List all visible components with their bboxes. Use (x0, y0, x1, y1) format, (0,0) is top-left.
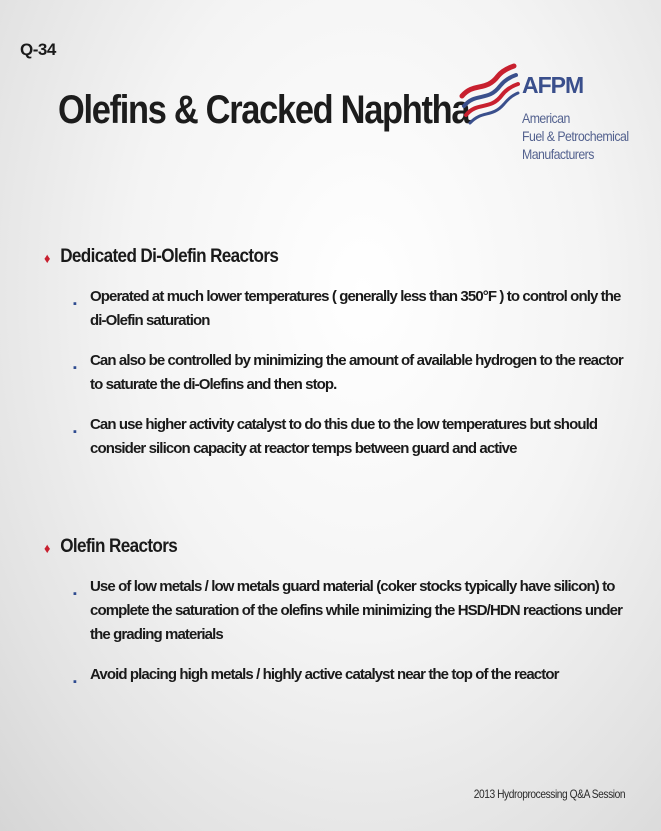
logo-line-3: Manufacturers (522, 146, 594, 162)
blue-square-bullet-icon: ▪ (73, 362, 76, 374)
section-heading-text: Olefin Reactors (60, 536, 178, 557)
list-item-text: Operated at much lower temperatures ( generally less than 350°F ) to control only the di-Olefin saturation (90, 288, 621, 329)
afpm-flag-icon (456, 62, 520, 126)
list-item-text: Avoid placing high metals / highly active catalyst near the top of the reactor (90, 666, 559, 683)
section-dedicated-di-olefin (44, 246, 624, 477)
red-diamond-bullet-icon: ♦ (44, 250, 50, 266)
blue-square-bullet-icon: ▪ (73, 426, 76, 438)
section-olefin-reactors (44, 536, 624, 703)
blue-square-bullet-icon: ▪ (73, 588, 76, 600)
list-item (44, 663, 624, 687)
logo-line-1: American (522, 110, 570, 126)
blue-square-bullet-icon: ▪ (73, 298, 76, 310)
blue-square-bullet-icon: ▪ (73, 676, 76, 688)
list-item (44, 413, 624, 461)
section-heading-text: Dedicated Di-Olefin Reactors (60, 246, 279, 267)
logo-abbreviation: AFPM (522, 72, 584, 98)
list-item-text: Can use higher activity catalyst to do this due to the low temperatures but should consider silicon capacity at reactor temps between guard and active (90, 416, 598, 457)
list-item (44, 575, 624, 647)
list-item (44, 349, 624, 397)
afpm-logo (456, 62, 629, 172)
list-item-text: Use of low metals / low metals guard material (coker stocks typically have silicon) to complete the saturation of the olefins while minimizing the HSD/HDN reactions under the grading materials (90, 578, 623, 643)
slide-id: Q-34 (20, 40, 56, 59)
slide-footer: 2013 Hydroprocessing Q&A Session (473, 787, 625, 801)
sub-bullet-list (44, 575, 624, 687)
section-heading (44, 536, 566, 558)
red-diamond-bullet-icon: ♦ (44, 540, 50, 556)
list-item (44, 285, 624, 333)
section-heading (44, 246, 566, 268)
list-item-text: Can also be controlled by minimizing the amount of available hydrogen to the reactor to saturate the di-Olefins and then stop. (90, 352, 623, 393)
sub-bullet-list (44, 285, 624, 461)
logo-line-2: Fuel & Petrochemical (522, 128, 629, 144)
slide-title: Olefins & Cracked Naphtha (58, 88, 470, 132)
